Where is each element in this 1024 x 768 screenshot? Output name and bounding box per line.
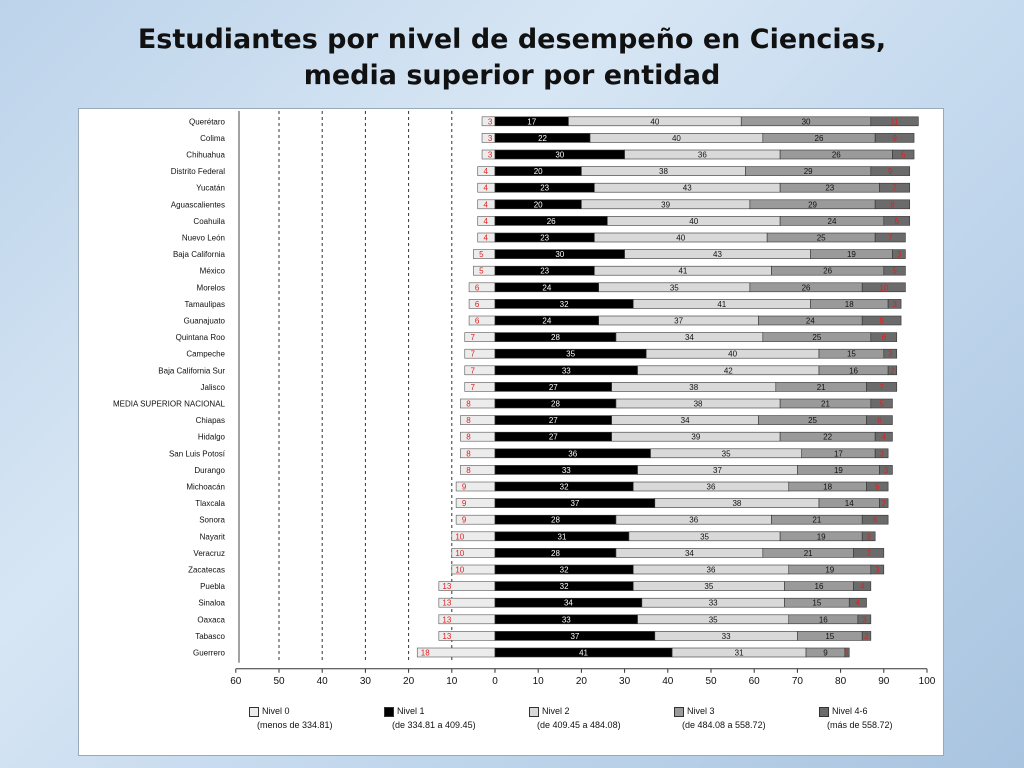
x-tick-label: 100 [918,675,936,687]
data-label-nivel2: 33 [708,598,718,608]
category-label: Nuevo León [181,233,225,243]
category-label: Querétaro [188,117,225,127]
data-label-nivel2: 37 [713,465,722,475]
data-label-nivel0: 7 [470,366,475,376]
data-label-nivel0: 7 [470,382,475,392]
data-label-nivel3: 26 [823,266,833,276]
category-label: Baja California [172,250,225,260]
chart-panel [78,108,944,756]
category-label: Nayarit [199,532,225,542]
legend-range-nivel2: (de 409.45 a 484.08) [537,720,621,730]
data-label-nivel0: 6 [474,283,480,293]
data-label-nivel3: 19 [846,250,856,260]
legend-range-nivel46: (más de 558.72) [827,720,893,730]
data-label-nivel0: 8 [466,416,471,426]
data-label-nivel1: 35 [566,349,576,359]
data-label-nivel1: 28 [551,399,560,409]
category-label: México [199,266,225,276]
data-label-nivel1: 32 [559,565,569,575]
data-label-nivel0: 18 [420,648,430,658]
category-label: Sonora [199,515,225,525]
data-label-nivel3: 18 [844,299,854,309]
data-label-nivel1: 28 [551,515,560,525]
data-label-nivel1: 23 [540,183,550,193]
bar-segment-nivel0 [469,316,495,325]
data-label-nivel0: 5 [479,250,484,260]
data-label-nivel3: 26 [831,150,841,160]
data-label-nivel2: 41 [717,299,727,309]
data-label-nivel0: 10 [455,565,465,575]
data-label-nivel2: 43 [713,250,722,260]
data-label-nivel3: 30 [801,117,811,127]
bar-segment-nivel0 [465,382,495,391]
data-label-nivel46: 6 [877,416,882,426]
data-label-nivel2: 38 [689,382,699,392]
data-label-nivel46: 2 [864,631,869,641]
title-line-1: Estudiantes por nivel de desempeño en Ciencias, [137,24,887,55]
data-label-nivel0: 10 [455,548,465,558]
data-label-nivel1: 33 [561,465,571,475]
category-label: Durango [194,465,225,475]
x-tick-label: 90 [878,675,890,687]
data-label-nivel3: 24 [805,316,815,326]
stacked-bar-chart [79,109,943,699]
legend-range-nivel0: (menos de 334.81) [257,720,333,730]
data-label-nivel3: 19 [816,532,826,542]
data-label-nivel2: 35 [704,582,714,592]
x-tick-label: 30 [619,675,631,687]
data-label-nivel46: 7 [866,548,871,558]
data-label-nivel2: 35 [708,615,718,625]
data-label-nivel46: 3 [883,465,889,475]
data-label-nivel2: 39 [691,432,701,442]
data-label-nivel3: 17 [833,449,843,459]
bar-segment-nivel0 [469,299,495,308]
data-label-nivel0: 6 [474,299,480,309]
data-label-nivel2: 34 [680,416,690,426]
category-label: Chiapas [195,416,225,426]
data-label-nivel1: 20 [533,200,543,210]
x-tick-label: 40 [316,675,328,687]
category-label: Guanajuato [183,316,225,326]
legend-range-nivel1: (de 334.81 a 409.45) [392,720,476,730]
data-label-nivel46: 6 [894,216,899,226]
data-label-nivel1: 23 [540,266,550,276]
data-label-nivel2: 35 [721,449,731,459]
legend-swatch-nivel46 [819,707,829,717]
data-label-nivel1: 22 [538,133,547,143]
x-tick-label: 50 [705,675,717,687]
data-label-nivel3: 24 [827,216,837,226]
data-label-nivel1: 27 [548,432,558,442]
data-label-nivel1: 33 [561,366,571,376]
category-label: Coahuila [193,216,225,226]
data-label-nivel1: 28 [551,548,560,558]
data-label-nivel3: 21 [803,548,813,558]
data-label-nivel0: 13 [442,615,452,625]
data-label-nivel1: 27 [548,382,558,392]
legend-item-nivel46 [819,704,893,732]
data-label-nivel3: 26 [814,133,824,143]
data-label-nivel46: 3 [892,299,897,309]
data-label-nivel46: 4 [859,582,865,592]
x-tick-label: 60 [230,675,242,687]
legend-item-nivel2 [529,704,621,732]
data-label-nivel1: 32 [559,299,569,309]
category-label: Yucatán [196,183,225,193]
category-label: Tabasco [195,631,225,641]
data-label-nivel46: 9 [888,167,893,177]
category-label: Sinaloa [198,598,225,608]
data-label-nivel0: 4 [483,216,488,226]
data-label-nivel0: 8 [466,465,471,475]
data-label-nivel3: 25 [816,233,826,243]
chart-legend [249,704,939,744]
data-label-nivel0: 9 [461,482,467,492]
data-label-nivel1: 37 [570,499,580,509]
data-label-nivel0: 8 [466,449,471,459]
category-label: Aguascalientes [170,200,225,210]
data-label-nivel2: 42 [723,366,733,376]
bar-segment-nivel0 [465,349,495,358]
x-tick-label: 10 [446,675,458,687]
legend-swatch-nivel1 [384,707,394,717]
data-label-nivel2: 40 [650,117,660,127]
data-label-nivel0: 10 [455,532,465,542]
data-label-nivel2: 35 [669,283,679,293]
bar-segment-nivel0 [473,250,495,259]
legend-label-nivel3: Nivel 3 [687,706,715,716]
data-label-nivel46: 2 [890,366,895,376]
category-label: MEDIA SUPERIOR NACIONAL [112,399,225,409]
legend-label-nivel0: Nivel 0 [262,706,290,716]
legend-label-nivel46: Nivel 4-6 [832,706,868,716]
data-label-nivel3: 29 [808,200,817,210]
data-label-nivel1: 41 [579,648,589,658]
data-label-nivel1: 28 [551,333,560,343]
data-label-nivel3: 26 [801,283,811,293]
category-label: Campeche [186,349,225,359]
data-label-nivel3: 16 [818,615,828,625]
data-label-nivel0: 4 [483,183,488,193]
data-label-nivel46: 9 [892,133,897,143]
data-label-nivel1: 37 [570,631,580,641]
category-label: Distrito Federal [170,167,225,177]
data-label-nivel46: 3 [862,615,867,625]
data-label-nivel0: 4 [483,167,488,177]
bar-segment-nivel0 [469,283,495,292]
data-label-nivel46: 1 [844,648,850,658]
data-label-nivel3: 19 [833,465,843,475]
data-label-nivel3: 9 [823,648,828,658]
data-label-nivel1: 36 [568,449,578,459]
data-label-nivel2: 40 [728,349,738,359]
data-label-nivel46: 3 [888,349,893,359]
data-label-nivel3: 21 [812,515,822,525]
data-label-nivel46: 3 [866,532,871,542]
data-label-nivel1: 31 [557,532,567,542]
data-label-nivel3: 29 [803,167,813,177]
legend-label-nivel1: Nivel 1 [397,706,425,716]
bar-segment-nivel0 [465,333,495,342]
legend-item-nivel0 [249,704,333,732]
data-label-nivel0: 5 [479,266,484,276]
data-label-nivel0: 3 [487,133,493,143]
legend-item-nivel3 [674,704,766,732]
data-label-nivel2: 36 [706,565,716,575]
data-label-nivel3: 21 [821,399,830,409]
x-tick-label: 60 [748,675,760,687]
data-label-nivel3: 16 [849,366,859,376]
data-label-nivel46: 7 [892,183,897,193]
data-label-nivel2: 34 [684,548,694,558]
data-label-nivel1: 34 [563,598,573,608]
data-label-nivel46: 5 [879,399,884,409]
data-label-nivel46: 11 [890,117,899,127]
data-label-nivel1: 24 [542,316,552,326]
data-label-nivel46: 5 [901,150,906,160]
data-label-nivel2: 41 [678,266,688,276]
category-label: Chihuahua [186,150,225,160]
x-tick-label: 40 [662,675,674,687]
data-label-nivel46: 5 [875,482,880,492]
category-label: Zacatecas [188,565,225,575]
data-label-nivel0: 7 [470,333,475,343]
data-label-nivel1: 27 [548,416,558,426]
x-tick-label: 20 [575,675,587,687]
data-label-nivel2: 40 [676,233,686,243]
data-label-nivel46: 5 [892,266,897,276]
data-label-nivel0: 13 [442,631,452,641]
data-label-nivel3: 19 [825,565,835,575]
legend-swatch-nivel3 [674,707,684,717]
x-tick-label: 50 [273,675,285,687]
data-label-nivel1: 32 [559,582,569,592]
data-label-nivel2: 37 [674,316,684,326]
data-label-nivel1: 20 [533,167,543,177]
data-label-nivel3: 22 [823,432,833,442]
data-label-nivel3: 15 [812,598,822,608]
data-label-nivel0: 3 [487,150,493,160]
x-tick-label: 10 [532,675,544,687]
data-label-nivel0: 9 [461,515,467,525]
data-label-nivel2: 39 [661,200,671,210]
x-tick-label: 20 [403,675,415,687]
data-label-nivel2: 33 [721,631,731,641]
data-label-nivel46: 3 [896,250,902,260]
data-label-nivel3: 23 [825,183,835,193]
x-tick-label: 70 [791,675,803,687]
legend-swatch-nivel2 [529,707,539,717]
category-label: Veracruz [193,548,225,558]
data-label-nivel2: 43 [682,183,692,193]
bar-segment-nivel0 [473,266,495,275]
data-label-nivel2: 34 [684,333,694,343]
x-tick-label: 80 [835,675,847,687]
data-label-nivel46: 9 [879,316,884,326]
data-label-nivel0: 8 [466,399,471,409]
category-label: Michoacán [186,482,225,492]
data-label-nivel46: 6 [872,515,878,525]
data-label-nivel3: 14 [844,499,854,509]
data-label-nivel1: 33 [561,615,571,625]
data-label-nivel2: 40 [689,216,699,226]
category-label: Jalisco [200,382,225,392]
data-label-nivel46: 2 [881,499,887,509]
legend-range-nivel3: (de 484.08 a 558.72) [682,720,766,730]
data-label-nivel1: 23 [540,233,550,243]
legend-swatch-nivel0 [249,707,259,717]
x-tick-label: 0 [492,675,498,687]
data-label-nivel2: 38 [732,499,742,509]
data-label-nivel2: 31 [734,648,744,658]
data-label-nivel0: 4 [483,200,488,210]
bar-segment-nivel0 [465,366,495,375]
data-label-nivel1: 32 [559,482,569,492]
data-label-nivel46: 4 [855,598,861,608]
data-label-nivel3: 15 [825,631,835,641]
category-label: Puebla [200,582,225,592]
data-label-nivel3: 21 [816,382,826,392]
data-label-nivel46: 10 [879,283,889,293]
page-title [0,22,1024,94]
data-label-nivel46: 3 [875,565,880,575]
data-label-nivel1: 17 [527,117,537,127]
data-label-nivel1: 30 [555,250,565,260]
data-label-nivel1: 30 [555,150,565,160]
data-label-nivel2: 36 [706,482,716,492]
data-label-nivel3: 18 [823,482,833,492]
data-label-nivel0: 7 [470,349,475,359]
title-line-2: media superior por entidad [303,60,721,91]
data-label-nivel1: 26 [546,216,556,226]
category-label: Quintana Roo [175,333,225,343]
category-label: Baja California Sur [158,366,225,376]
category-label: Hidalgo [197,432,225,442]
data-label-nivel46: 7 [879,382,884,392]
category-label: Tamaulipas [184,299,225,309]
legend-item-nivel1 [384,704,476,732]
category-label: Guerrero [192,648,225,658]
data-label-nivel0: 13 [442,598,452,608]
data-label-nivel1: 24 [542,283,552,293]
data-label-nivel0: 6 [474,316,480,326]
data-label-nivel0: 13 [442,582,452,592]
category-label: Morelos [196,283,225,293]
category-label: San Luis Potosí [168,449,225,459]
data-label-nivel0: 3 [487,117,493,127]
legend-label-nivel2: Nivel 2 [542,706,570,716]
data-label-nivel3: 16 [814,582,824,592]
data-label-nivel0: 4 [483,233,488,243]
data-label-nivel2: 36 [697,150,707,160]
category-label: Oaxaca [197,615,225,625]
data-label-nivel2: 38 [659,167,668,177]
x-tick-label: 30 [359,675,371,687]
category-label: Colima [200,133,225,143]
data-label-nivel2: 36 [689,515,699,525]
data-label-nivel46: 7 [888,233,893,243]
data-label-nivel46: 6 [881,333,887,343]
category-label: Tlaxcala [195,499,225,509]
data-label-nivel3: 15 [846,349,856,359]
data-label-nivel3: 25 [812,333,822,343]
data-label-nivel3: 25 [808,416,817,426]
data-label-nivel46: 8 [890,200,895,210]
data-label-nivel2: 40 [671,133,681,143]
data-label-nivel0: 8 [466,432,471,442]
data-label-nivel2: 35 [700,532,709,542]
data-label-nivel2: 38 [693,399,703,409]
data-label-nivel46: 4 [881,432,887,442]
data-label-nivel46: 3 [879,449,884,459]
data-label-nivel0: 9 [461,499,467,509]
